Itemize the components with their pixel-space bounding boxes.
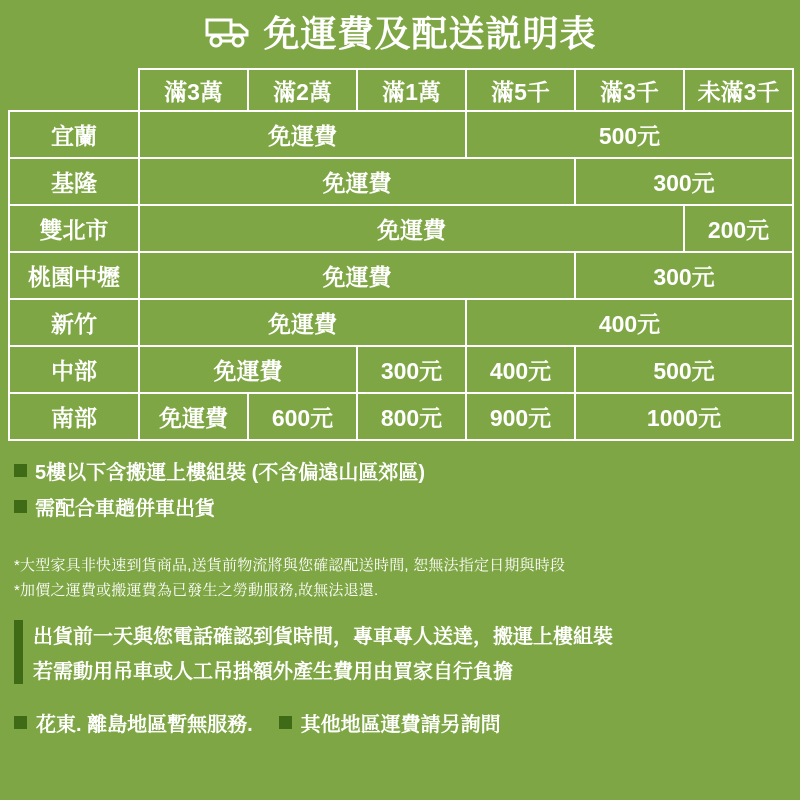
poster-header [0, 0, 800, 68]
table-cell: 400元 [466, 299, 793, 346]
row-header: 新竹 [9, 299, 139, 346]
square-bullet-icon [14, 500, 27, 513]
footer-notes [14, 708, 786, 737]
table-cell: 600元 [248, 393, 357, 440]
square-bullet-icon [14, 716, 27, 729]
table-cell: 900元 [466, 393, 575, 440]
notes-list [0, 441, 800, 521]
table-cell: 400元 [466, 346, 575, 393]
table-corner-cell [9, 69, 139, 111]
table-row [9, 299, 793, 346]
row-header: 桃園中壢 [9, 252, 139, 299]
table-cell: 500元 [575, 346, 793, 393]
square-bullet-icon [14, 464, 27, 477]
delivery-truck-icon [203, 14, 253, 55]
row-header: 南部 [9, 393, 139, 440]
fineprint-line: *加價之運費或搬運費為已發生之勞動服務,故無法退還. [14, 582, 379, 599]
column-header: 滿3萬 [139, 69, 248, 111]
table-row [9, 205, 793, 252]
page-title: 免運費及配送説明表 [263, 13, 597, 54]
column-header: 滿5千 [466, 69, 575, 111]
vertical-accent-bar [14, 620, 23, 684]
table-body [9, 111, 793, 440]
table-cell: 免運費 [139, 299, 466, 346]
row-header: 宜蘭 [9, 111, 139, 158]
emphasis-line: 若需動用吊車或人工吊掛額外產生費用由買家自行負擔 [33, 661, 513, 683]
table-cell: 300元 [357, 346, 466, 393]
list-item [14, 456, 786, 485]
table-cell: 300元 [575, 158, 793, 205]
table-cell: 300元 [575, 252, 793, 299]
fineprint-line: *大型家具非快速到貨商品,送貨前物流將與您確認配送時間, 恕無法指定日期與時段 [14, 557, 566, 574]
footer-note-text: 其他地區運費請另詢問 [300, 714, 501, 736]
fineprint-block [0, 528, 800, 600]
footer-note [14, 708, 253, 737]
table-row [9, 346, 793, 393]
freight-table [8, 68, 794, 441]
table-header [9, 69, 793, 111]
row-header: 中部 [9, 346, 139, 393]
table-cell: 200元 [684, 205, 793, 252]
note-text: 需配合車趟併車出貨 [35, 498, 215, 520]
table-cell: 免運費 [139, 393, 248, 440]
column-header: 滿1萬 [357, 69, 466, 111]
note-text: 5樓以下含搬運上樓組裝 (不含偏遠山區郊區) [35, 462, 425, 484]
table-row [9, 111, 793, 158]
row-header: 雙北市 [9, 205, 139, 252]
column-header: 未滿3千 [684, 69, 793, 111]
table-cell: 免運費 [139, 205, 684, 252]
square-bullet-icon [279, 716, 292, 729]
table-cell: 免運費 [139, 158, 575, 205]
table-cell: 500元 [466, 111, 793, 158]
table-cell: 800元 [357, 393, 466, 440]
table-cell: 免運費 [139, 252, 575, 299]
table-cell: 免運費 [139, 111, 466, 158]
list-item [14, 492, 786, 521]
footer-note [279, 708, 501, 737]
table-header-row [9, 69, 793, 111]
table-cell: 1000元 [575, 393, 793, 440]
emphasis-block [14, 620, 786, 684]
row-header: 基隆 [9, 158, 139, 205]
column-header: 滿2萬 [248, 69, 357, 111]
footer-note-text: 花東. 離島地區暫無服務. [36, 714, 253, 736]
freight-table-wrapper [0, 68, 800, 441]
column-header: 滿3千 [575, 69, 684, 111]
emphasis-line: 出貨前一天與您電話確認到貨時間，專車專人送達，搬運上樓組裝 [33, 626, 613, 648]
table-cell: 免運費 [139, 346, 357, 393]
table-row [9, 252, 793, 299]
table-row [9, 393, 793, 440]
table-row [9, 158, 793, 205]
